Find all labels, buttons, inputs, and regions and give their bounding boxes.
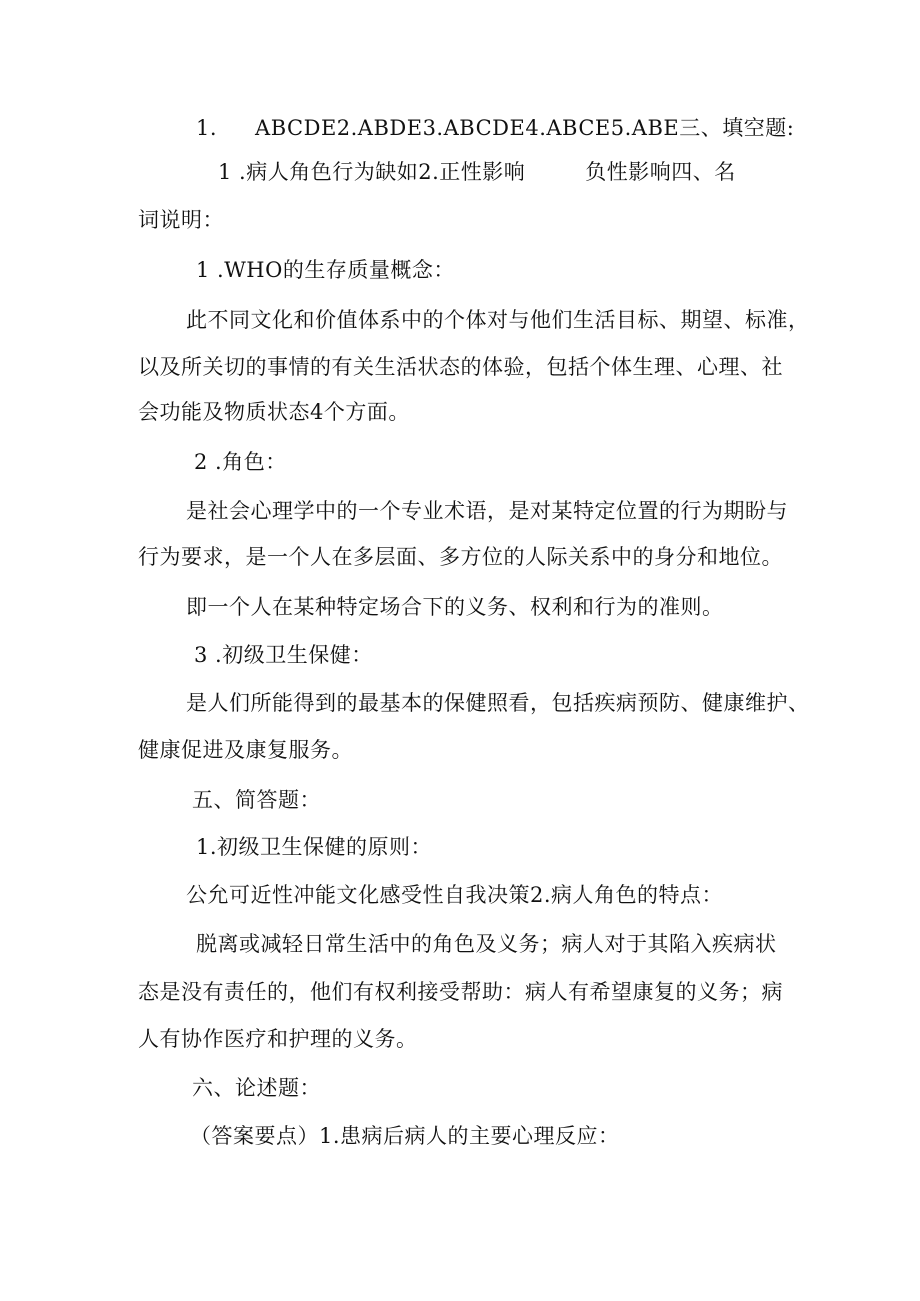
answer-line-fill	[218, 158, 736, 186]
paragraph-line: 此不同文化和价值体系中的个体对与他们生活目标、期望、标准，	[186, 308, 810, 332]
paragraph-line: 健康促进及康复服务。	[138, 738, 353, 762]
section-heading: 六、论述题：	[192, 1076, 321, 1100]
fill-answers-cont: 负性影响四、名	[585, 160, 736, 184]
question-title: 1.初级卫生保健的原则：	[196, 835, 433, 859]
paragraph-line: 以及所关切的事情的有关生活状态的体验，包括个体生理、心理、社	[138, 355, 783, 379]
paragraph-line: 是社会心理学中的一个专业术语，是对某特定位置的行为期盼与	[186, 499, 788, 523]
answer-line-choice	[196, 114, 794, 142]
section-heading: 五、简答题：	[192, 788, 321, 812]
paragraph-line: 行为要求，是一个人在多层面、多方位的人际关系中的身分和地位。	[138, 545, 783, 569]
term-title: 3 .初级卫生保健：	[194, 643, 373, 667]
question-title: （答案要点）1.患病后病人的主要心理反应：	[190, 1124, 620, 1148]
paragraph-line: 公允可近性冲能文化感受性自我决策2.病人角色的特点：	[186, 883, 724, 907]
paragraph-line: 会功能及物质状态4个方面。	[138, 400, 410, 424]
term-title: 1 .WHO的生存质量概念：	[196, 258, 455, 282]
section-heading-cont: 词说明：	[138, 208, 224, 232]
choice-answers: ABCDE2.ABDE3.ABCDE4.ABCE5.ABE三、填空题:	[255, 116, 795, 140]
fill-answers: 1 .病人角色行为缺如2.正性影响	[218, 160, 526, 184]
paragraph-line: 是人们所能得到的最基本的保健照看，包括疾病预防、健康维护、	[186, 691, 810, 715]
term-title: 2 .角色：	[194, 450, 287, 474]
item-number: 1.	[196, 116, 218, 140]
paragraph-line: 即一个人在某种特定场合下的义务、权利和行为的准则。	[186, 595, 724, 619]
paragraph-line: 脱离或减轻日常生活中的角色及义务；病人对于其陷入疾病状	[196, 932, 777, 956]
paragraph-line: 人有协作医疗和护理的义务。	[138, 1027, 418, 1051]
paragraph-line: 态是没有责任的，他们有权利接受帮助：病人有希望康复的义务；病	[138, 980, 783, 1004]
